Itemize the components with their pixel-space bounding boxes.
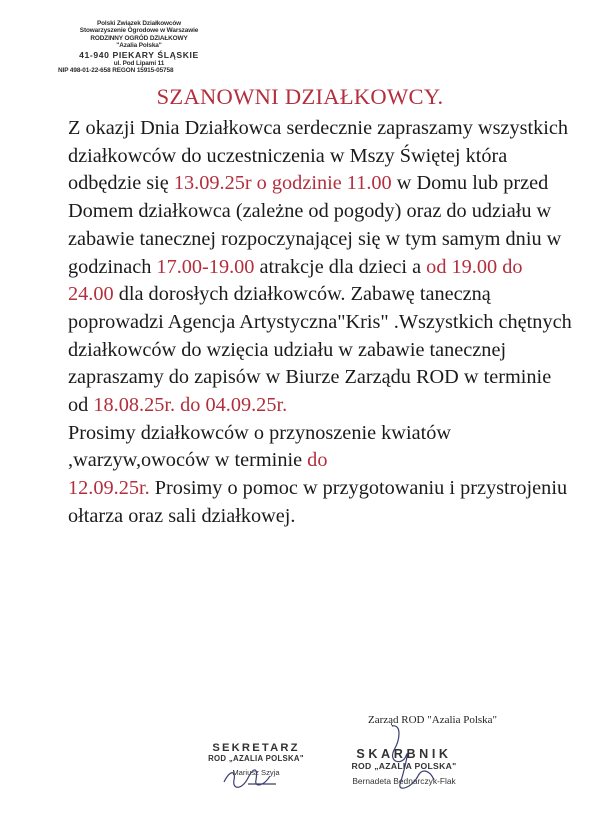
registration-range-highlight: 18.08.25r. do 04.09.25r. [93,394,288,417]
stamp-line-association: Polski Związek Działkowców [96,20,182,27]
deadline-word-highlight: do [307,449,328,472]
text-segment: Z okazji Dnia Działkowca serdecznie zapraszamy wszystkich działkowców do uczestniczenia w Mszy Świętej która odbędzie się [68,117,569,195]
stamp-line-society: Stowarzyszenie Ogrodowe w Warszawie [79,27,199,35]
deadline-date-highlight: 12.09.25r. [68,477,150,500]
page-title: SZANOWNI DZIAŁKOWCY. [156,84,444,109]
organization-stamp [58,20,214,75]
text-segment: Prosimy działkowców o przynoszenie kwiatów ,warzyw,owoców w terminie [68,421,452,472]
secretary-rod: ROD „AZALIA POLSKA" [208,754,304,763]
adult-hours-highlight: od 19.00 do 24.00 [68,255,523,306]
paragraph-invitation [68,115,573,420]
text-segment: w Domu lub przed Domem działkowca (zależne od pogody) oraz do udziału w zabawie tanecznej rozpoczynającej się w tym samym dniu w godzinach [68,172,562,278]
stamp-line-tax-ids: NIP 498-01-22-658 REGON 15915-05758 [58,67,174,75]
announcement-body [68,115,573,531]
text-segment: Prosimy o pomoc w przygotowaniu i przystrojeniu ołtarza oraz sali działkowej. [68,477,568,527]
stamp-line-city: 41-940 PIEKARY ŚLĄSKIE [79,49,199,60]
board-label: Zarząd ROD "Azalia Polska" [368,714,498,726]
treasurer-name: Bernadeta Bednarczyk-Flak [352,776,456,786]
secretary-role: SEKRETARZ [212,742,300,754]
treasurer-rod: ROD „AZALIA POLSKA" [351,761,457,771]
kids-hours-highlight: 17.00-19.00 [156,255,255,278]
text-segment: atrakcje dla dzieci a [254,255,427,278]
mass-date-highlight: 13.09.25r o godzinie 11.00 [173,172,392,195]
treasurer-role: SKARBNIK [356,747,452,761]
stamp-line-street: ul. Pod Lipami 11 [113,59,165,67]
stamp-line-garden-name: "Azalia Polska" [116,42,162,50]
secretary-signature-icon [218,764,288,794]
paragraph-request [68,420,573,531]
secretary-name: Mariusz Szyja [232,768,280,777]
treasurer-signature-icon [372,722,462,802]
text-segment: dla dorosłych działkowców. Zabawę taneczną poprowadzi Agencja Artystyczna"Kris" .Wszystkich chętnych działkowców do wzięcia udziału w zabawie tanecznej zapraszamy do zapisów w Biurze Zarządu ROD w terminie od [68,283,572,417]
stamp-line-garden: RODZINNY OGRÓD DZIAŁKOWY [90,34,188,42]
